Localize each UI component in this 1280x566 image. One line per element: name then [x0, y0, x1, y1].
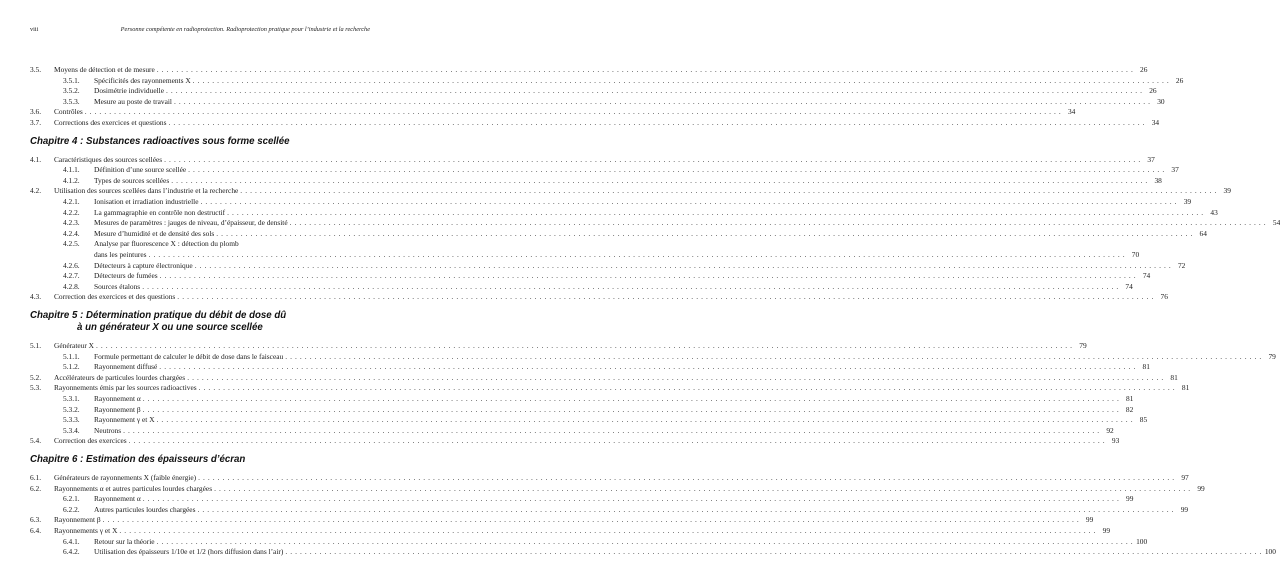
toc-entry-title: Rayonnements émis par les sources radioactives: [54, 383, 197, 393]
chapter-title-line: à un générateur X ou une source scellée: [77, 322, 263, 333]
toc-entry[interactable]: [30, 65, 1148, 75]
toc-entry-title: Types de sources scellées: [94, 175, 170, 185]
toc-entry-number: 3.6.: [30, 107, 42, 117]
toc-entry-number: 3.5.2.: [63, 86, 80, 96]
toc-entry-page: 99: [1126, 494, 1134, 504]
toc-entry-title: Correction des exercices: [54, 436, 127, 446]
toc-entry-page: 99: [1180, 504, 1189, 514]
toc-entry[interactable]: [30, 415, 1148, 425]
toc-entry[interactable]: [30, 494, 1134, 504]
toc-entry[interactable]: [30, 218, 1280, 228]
toc-entry[interactable]: [30, 436, 1120, 446]
dot-leader: . . . . . . . . . . . . . . . . . . . . . . . . . . . . . . . . . . . . . . . . . . . . . . . . . . . . . . . . . . . . . . . . . . . . . . . . . . . . . . . . . . . . . . . . . . . . . . . . . . . . . . . . . . . . . . . . . . . . . . . . . . . . . . . . . . . . . . . . . . . . . . . . . . . . . . . . . . . . . . . . . . . . . . . . . . . . . . . . . . . . . . . . . . . . . . . . . . . . . . . .: [227, 207, 1204, 217]
toc-entry-title: Utilisation des sources scellées dans l’industrie et la recherche: [54, 186, 239, 196]
toc-entry-page: 34: [1067, 107, 1076, 117]
chapter-title-line: Chapitre 6 : Estimation des épaisseurs d’écran: [30, 454, 246, 465]
dot-leader: . . . . . . . . . . . . . . . . . . . . . . . . . . . . . . . . . . . . . . . . . . . . . . . . . . . . . . . . . . . . . . . . . . . . . . . . . . . . . . . . . . . . . . . . . . . . . . . . . . . . . . . . . . . . . . . . . . . . . . . . . . . . . . . . . . . . . . . . . . . . . . . . . . . . . . . . . . . . . . . . . . . . . . . . . . . . . . . . . . . . . . . . . . . . . . . . . . . . . . . .: [173, 96, 1151, 106]
toc-entry-number: 6.2.1.: [63, 494, 80, 504]
dot-leader: . . . . . . . . . . . . . . . . . . . . . . . . . . . . . . . . . . . . . . . . . . . . . . . . . . . . . . . . . . . . . . . . . . . . . . . . . . . . . . . . . . . . . . . . . . . . . . . . . . . . . . . . . . . . . . . . . . . . . . . . . . . . . . . . . . . . . . . . . . . . . . . . . . . . . . . . . . . . . . . . . . . . . . . . . . . . . . . . . . . . . . . . . . . . . . . . . . . . . . . .: [198, 473, 1175, 482]
toc-entry-page: 82: [1125, 404, 1134, 414]
dot-leader: . . . . . . . . . . . . . . . . . . . . . . . . . . . . . . . . . . . . . . . . . . . . . . . . . . . . . . . . . . . . . . . . . . . . . . . . . . . . . . . . . . . . . . . . . . . . . . . . . . . . . . . . . . . . . . . . . . . . . . . . . . . . . . . . . . . . . . . . . . . . . . . . . . . . . . . . . . . . . . . . . . . . . . . . . . . . . . . . . . . . . . . . . . . . . . . . . . . . . . . .: [156, 415, 1134, 425]
dot-leader: . . . . . . . . . . . . . . . . . . . . . . . . . . . . . . . . . . . . . . . . . . . . . . . . . . . . . . . . . . . . . . . . . . . . . . . . . . . . . . . . . . . . . . . . . . . . . . . . . . . . . . . . . . . . . . . . . . . . . . . . . . . . . . . . . . . . . . . . . . . . . . . . . . . . . . . . . . . . . . . . . . . . . . . . . . . . . . . . . . . . . . . . . . . . . . . . . . . . . . . .: [187, 372, 1164, 382]
dot-leader: . . . . . . . . . . . . . . . . . . . . . . . . . . . . . . . . . . . . . . . . . . . . . . . . . . . . . . . . . . . . . . . . . . . . . . . . . . . . . . . . . . . . . . . . . . . . . . . . . . . . . . . . . . . . . . . . . . . . . . . . . . . . . . . . . . . . . . . . . . . . . . . . . . . . . . . . . . . . . . . . . . . . . . . . . . . . . . . . . . . . . . . . . . . . . . . . . . . . . . . .: [142, 494, 1120, 504]
toc-entry-title: Formule permettant de calculer le débit de dose dans le faisceau: [94, 351, 284, 361]
dot-leader: . . . . . . . . . . . . . . . . . . . . . . . . . . . . . . . . . . . . . . . . . . . . . . . . . . . . . . . . . . . . . . . . . . . . . . . . . . . . . . . . . . . . . . . . . . . . . . . . . . . . . . . . . . . . . . . . . . . . . . . . . . . . . . . . . . . . . . . . . . . . . . . . . . . . . . . . . . . . . . . . . . . . . . . . . . . . . . . . . . . . . . . . . . . . . . . . . . . . . . . .: [123, 425, 1100, 435]
toc-entry[interactable]: [30, 404, 1134, 415]
toc-entry[interactable]: [30, 515, 1094, 525]
toc-entry-title: Analyse par fluorescence X : détection du plomb: [94, 239, 239, 249]
toc-entry-page: 43: [1210, 207, 1218, 217]
toc-entry-number: 4.2.2.: [63, 207, 80, 217]
toc-entry-title: Utilisation des épaisseurs 1/10e et 1/2 (hors diffusion dans l’air): [94, 547, 284, 557]
toc-entry-title: Rayonnements γ et X: [54, 526, 118, 535]
dot-leader: . . . . . . . . . . . . . . . . . . . . . . . . . . . . . . . . . . . . . . . . . . . . . . . . . . . . . . . . . . . . . . . . . . . . . . . . . . . . . . . . . . . . . . . . . . . . . . . . . . . . . . . . . . . . . . . . . . . . . . . . . . . . . . . . . . . . . . . . . . . . . . . . . . . . . . . . . . . . . . . . . . . . . . . . . . . . . . . . . . . . . . . . . . . . . . . . . . . . . . . .: [285, 351, 1262, 361]
toc-entry-page: 81: [1142, 362, 1150, 372]
toc-entry-title: Mesure d’humidité et de densité des sols: [94, 228, 215, 238]
toc-entry-page: 85: [1139, 415, 1148, 425]
page-number: viii: [30, 26, 39, 33]
toc-entry-page: 81: [1126, 394, 1134, 403]
dot-leader: . . . . . . . . . . . . . . . . . . . . . . . . . . . . . . . . . . . . . . . . . . . . . . . . . . . . . . . . . . . . . . . . . . . . . . . . . . . . . . . . . . . . . . . . . . . . . . . . . . . . . . . . . . . . . . . . . . . . . . . . . . . . . . . . . . . . . . . . . . . . . . . . . . . . . . . . . . . . . . . . . . . . . . . . . . . . . . . . . . . . . . . . . . . . . . . . . . . . . . . .: [216, 228, 1193, 238]
toc-entry-title: Accélérateurs de particules lourdes chargées: [54, 372, 186, 382]
chapter-title-line: Chapitre 4 : Substances radioactives sous forme scellée: [30, 135, 290, 147]
toc-entry-number: 4.1.: [30, 154, 42, 164]
toc-entry[interactable]: [30, 362, 1150, 372]
toc-entry[interactable]: [30, 483, 1205, 494]
toc-entry-title: Détecteurs à capture électronique: [94, 260, 193, 270]
toc-entry-number: 5.1.1.: [63, 351, 80, 361]
toc-entry-title: Dosimétrie individuelle: [94, 86, 164, 96]
toc-entry[interactable]: [30, 239, 368, 249]
toc-entry[interactable]: [30, 473, 1189, 483]
dot-leader: . . . . . . . . . . . . . . . . . . . . . . . . . . . . . . . . . . . . . . . . . . . . . . . . . . . . . . . . . . . . . . . . . . . . . . . . . . . . . . . . . . . . . . . . . . . . . . . . . . . . . . . . . . . . . . . . . . . . . . . . . . . . . . . . . . . . . . . . . . . . . . . . . . . . . . . . . . . . . . . . . . . . . . . . . . . . . . . . . . . . . . . . . . . . . . . . . . . . . . . .: [214, 483, 1191, 493]
toc-entry-title: Correction des exercices et des questions: [54, 292, 176, 302]
toc-entry-number: 6.3.: [30, 515, 42, 525]
dot-leader: . . . . . . . . . . . . . . . . . . . . . . . . . . . . . . . . . . . . . . . . . . . . . . . . . . . . . . . . . . . . . . . . . . . . . . . . . . . . . . . . . . . . . . . . . . . . . . . . . . . . . . . . . . . . . . . . . . . . . . . . . . . . . . . . . . . . . . . . . . . . . . . . . . . . . . . . . . . . . . . . . . . . . . . . . . . . . . . . . . . . . . . . . . . . . . . . . . . . . . . .: [142, 394, 1120, 403]
dot-leader: . . . . . . . . . . . . . . . . . . . . . . . . . . . . . . . . . . . . . . . . . . . . . . . . . . . . . . . . . . . . . . . . . . . . . . . . . . . . . . . . . . . . . . . . . . . . . . . . . . . . . . . . . . . . . . . . . . . . . . . . . . . . . . . . . . . . . . . . . . . . . . . . . . . . . . . . . . . . . . . . . . . . . . . . . . . . . . . . . . . . . . . . . . . . . . . . . . . . . . . .: [198, 383, 1176, 393]
toc-entry[interactable]: [30, 394, 1134, 404]
dot-leader: . . . . . . . . . . . . . . . . . . . . . . . . . . . . . . . . . . . . . . . . . . . . . . . . . . . . . . . . . . . . . . . . . . . . . . . . . . . . . . . . . . . . . . . . . . . . . . . . . . . . . . . . . . . . . . . . . . . . . . . . . . . . . . . . . . . . . . . . . . . . . . . . . . . . . . . . . . . . . . . . . . . . . . . . . . . . . . . . . . . . . . . . . . . . . . . . . . . . . . . .: [171, 175, 1148, 185]
toc-entry-number: 5.3.4.: [63, 425, 80, 435]
dot-leader: . . . . . . . . . . . . . . . . . . . . . . . . . . . . . . . . . . . . . . . . . . . . . . . . . . . . . . . . . . . . . . . . . . . . . . . . . . . . . . . . . . . . . . . . . . . . . . . . . . . . . . . . . . . . . . . . . . . . . . . . . . . . . . . . . . . . . . . . . . . . . . . . . . . . . . . . . . . . . . . . . . . . . . . . . . . . . . . . . . . . . . . . . . . . . . . . . . . . . . . .: [128, 436, 1106, 446]
dot-leader: . . . . . . . . . . . . . . . . . . . . . . . . . . . . . . . . . . . . . . . . . . . . . . . . . . . . . . . . . . . . . . . . . . . . . . . . . . . . . . . . . . . . . . . . . . . . . . . . . . . . . . . . . . . . . . . . . . . . . . . . . . . . . . . . . . . . . . . . . . . . . . . . . . . . . . . . . . . . . . . . . . . . . . . . . . . . . . . . . . . . . . . . . . . . . . . . . . . . . . . .: [200, 197, 1178, 206]
dot-leader: . . . . . . . . . . . . . . . . . . . . . . . . . . . . . . . . . . . . . . . . . . . . . . . . . . . . . . . . . . . . . . . . . . . . . . . . . . . . . . . . . . . . . . . . . . . . . . . . . . . . . . . . . . . . . . . . . . . . . . . . . . . . . . . . . . . . . . . . . . . . . . . . . . . . . . . . . . . . . . . . . . . . . . . . . . . . . . . . . . . . . . . . . . . . . . . . . . . . . . . .: [96, 341, 1073, 350]
dot-leader: . . . . . . . . . . . . . . . . . . . . . . . . . . . . . . . . . . . . . . . . . . . . . . . . . . . . . . . . . . . . . . . . . . . . . . . . . . . . . . . . . . . . . . . . . . . . . . . . . . . . . . . . . . . . . . . . . . . . . . . . . . . . . . . . . . . . . . . . . . . . . . . . . . . . . . . . . . . . . . . . . . . . . . . . . . . . . . . . . . . . . . . . . . . . . . . . . . . . . . . .: [102, 515, 1080, 525]
toc-entry-number: 3.5.: [30, 65, 42, 74]
toc-entry-number: 4.2.1.: [63, 197, 80, 206]
toc-entry[interactable]: [30, 383, 1190, 393]
toc-entry-number: 4.2.7.: [63, 271, 80, 281]
toc-entry-title: Moyens de détection et de mesure: [54, 65, 155, 74]
toc-entry-page: 39: [1223, 186, 1231, 196]
toc-entry-page: 81: [1170, 372, 1178, 382]
toc-entry-page: 30: [1157, 96, 1165, 106]
toc-entry-page: 93: [1111, 436, 1120, 446]
toc-entry[interactable]: [30, 281, 1133, 292]
dot-leader: . . . . . . . . . . . . . . . . . . . . . . . . . . . . . . . . . . . . . . . . . . . . . . . . . . . . . . . . . . . . . . . . . . . . . . . . . . . . . . . . . . . . . . . . . . . . . . . . . . . . . . . . . . . . . . . . . . . . . . . . . . . . . . . . . . . . . . . . . . . . . . . . . . . . . . . . . . . . . . . . . . . . . . . . . . . . . . . . . . . . . . . . . . . . . . . . . . . . . . . .: [177, 292, 1154, 302]
toc-entry[interactable]: [30, 526, 1111, 536]
toc-entry-page: 34: [1151, 118, 1160, 127]
toc-entry-title: Corrections des exercices et questions: [54, 118, 167, 127]
toc-entry-page: 99: [1102, 526, 1111, 535]
toc-entry-number: 4.3.: [30, 292, 42, 302]
toc-entry-number: 5.1.2.: [63, 362, 80, 372]
dot-leader: . . . . . . . . . . . . . . . . . . . . . . . . . . . . . . . . . . . . . . . . . . . . . . . . . . . . . . . . . . . . . . . . . . . . . . . . . . . . . . . . . . . . . . . . . . . . . . . . . . . . . . . . . . . . . . . . . . . . . . . . . . . . . . . . . . . . . . . . . . . . . . . . . . . . . . . . . . . . . . . . . . . . . . . . . . . . . . . . . . . . . . . . . . . . . . . . . . . . . . . .: [142, 281, 1119, 291]
toc-entry-number: 6.1.: [30, 473, 42, 482]
toc-entry-title: Mesure au poste de travail: [94, 96, 172, 106]
toc-entry[interactable]: [30, 504, 1189, 515]
toc-entry-title: Rayonnement α: [94, 394, 141, 403]
toc-entry-page: 100: [1264, 547, 1276, 557]
toc-entry[interactable]: [30, 228, 1207, 239]
toc-entry[interactable]: [30, 165, 1179, 175]
chapter-heading: [30, 454, 370, 466]
toc-entry-title: Autres particules lourdes chargées: [94, 504, 196, 514]
toc-entry[interactable]: [30, 547, 1276, 557]
toc-entry[interactable]: [30, 351, 1276, 362]
toc-entry-title: Sources étalons: [94, 281, 141, 291]
toc-entry-number: 4.2.4.: [63, 228, 80, 238]
toc-entry-page: 76: [1160, 292, 1168, 302]
toc-entry-page: 100: [1136, 536, 1148, 546]
dot-leader: . . . . . . . . . . . . . . . . . . . . . . . . . . . . . . . . . . . . . . . . . . . . . . . . . . . . . . . . . . . . . . . . . . . . . . . . . . . . . . . . . . . . . . . . . . . . . . . . . . . . . . . . . . . . . . . . . . . . . . . . . . . . . . . . . . . . . . . . . . . . . . . . . . . . . . . . . . . . . . . . . . . . . . . . . . . . . . . . . . . . . . . . . . . . . . . . . . . . . . . .: [142, 404, 1120, 414]
toc-entry-title: dans les peintures: [94, 250, 147, 259]
toc-entry-page: 72: [1177, 260, 1186, 270]
toc-entry[interactable]: [30, 154, 1155, 165]
dot-leader: . . . . . . . . . . . . . . . . . . . . . . . . . . . . . . . . . . . . . . . . . . . . . . . . . . . . . . . . . . . . . . . . . . . . . . . . . . . . . . . . . . . . . . . . . . . . . . . . . . . . . . . . . . . . . . . . . . . . . . . . . . . . . . . . . . . . . . . . . . . . . . . . . . . . . . . . . . . . . . . . . . . . . . . . . . . . . . . . . . . . . . . . . . . . . . . . . . . . . . . .: [166, 86, 1143, 96]
toc-entry[interactable]: [30, 536, 1148, 547]
toc-entry-page: 74: [1142, 271, 1151, 281]
toc-entry-title: Contrôles: [54, 107, 83, 117]
toc-entry-number: 4.2.: [30, 186, 42, 196]
dot-leader: . . . . . . . . . . . . . . . . . . . . . . . . . . . . . . . . . . . . . . . . . . . . . . . . . . . . . . . . . . . . . . . . . . . . . . . . . . . . . . . . . . . . . . . . . . . . . . . . . . . . . . . . . . . . . . . . . . . . . . . . . . . . . . . . . . . . . . . . . . . . . . . . . . . . . . . . . . . . . . . . . . . . . . . . . . . . . . . . . . . . . . . . . . . . . . . . . . . . . . . .: [289, 218, 1267, 228]
toc-entry-title: Spécificités des rayonnements X: [94, 75, 191, 85]
toc-entry-page: 99: [1197, 483, 1205, 493]
toc-entry[interactable]: [30, 175, 1162, 186]
toc-entry-title: Mesures de paramètres : jauges de niveau, d’épaisseur, de densité: [94, 218, 288, 228]
toc-entry[interactable]: [30, 107, 1076, 117]
toc-entry-page: 64: [1199, 228, 1207, 238]
toc-entry[interactable]: [30, 425, 1114, 436]
dot-leader: . . . . . . . . . . . . . . . . . . . . . . . . . . . . . . . . . . . . . . . . . . . . . . . . . . . . . . . . . . . . . . . . . . . . . . . . . . . . . . . . . . . . . . . . . . . . . . . . . . . . . . . . . . . . . . . . . . . . . . . . . . . . . . . . . . . . . . . . . . . . . . . . . . . . . . . . . . . . . . . . . . . . . . . . . . . . . . . . . . . . . . . . . . . . . . . . . . . . . . . .: [159, 362, 1136, 372]
dot-leader: . . . . . . . . . . . . . . . . . . . . . . . . . . . . . . . . . . . . . . . . . . . . . . . . . . . . . . . . . . . . . . . . . . . . . . . . . . . . . . . . . . . . . . . . . . . . . . . . . . . . . . . . . . . . . . . . . . . . . . . . . . . . . . . . . . . . . . . . . . . . . . . . . . . . . . . . . . . . . . . . . . . . . . . . . . . . . . . . . . . . . . . . . . . . . . . . . . . . . . . .: [156, 536, 1134, 546]
toc-entry-number: 4.2.6.: [63, 260, 80, 270]
dot-leader: . . . . . . . . . . . . . . . . . . . . . . . . . . . . . . . . . . . . . . . . . . . . . . . . . . . . . . . . . . . . . . . . . . . . . . . . . . . . . . . . . . . . . . . . . . . . . . . . . . . . . . . . . . . . . . . . . . . . . . . . . . . . . . . . . . . . . . . . . . . . . . . . . . . . . . . . . . . . . . . . . . . . . . . . . . . . . . . . . . . . . . . . . . . . . . . . . . . . . . . .: [188, 165, 1165, 175]
toc-entry-title: Neutrons: [94, 425, 122, 435]
toc-entry-title: Rayonnement β: [54, 515, 101, 525]
dot-leader: . . . . . . . . . . . . . . . . . . . . . . . . . . . . . . . . . . . . . . . . . . . . . . . . . . . . . . . . . . . . . . . . . . . . . . . . . . . . . . . . . . . . . . . . . . . . . . . . . . . . . . . . . . . . . . . . . . . . . . . . . . . . . . . . . . . . . . . . . . . . . . . . . . . . . . . . . . . . . . . . . . . . . . . . . . . . . . . . . . . . . . . . . . . . . . . . . . . . . . . .: [194, 260, 1172, 270]
toc-entry[interactable]: [30, 96, 1165, 107]
toc-entry-page: 70: [1131, 250, 1140, 259]
toc-entry-number: 5.3.1.: [63, 394, 80, 403]
toc-entry-number: 5.3.: [30, 383, 42, 393]
dot-leader: . . . . . . . . . . . . . . . . . . . . . . . . . . . . . . . . . . . . . . . . . . . . . . . . . . . . . . . . . . . . . . . . . . . . . . . . . . . . . . . . . . . . . . . . . . . . . . . . . . . . . . . . . . . . . . . . . . . . . . . . . . . . . . . . . . . . . . . . . . . . . . . . . . . . . . . . . . . . . . . . . . . . . . . . . . . . . . . . . . . . . . . . . . . . . . . . . . . . . . . .: [119, 526, 1097, 535]
toc-entry-number: 4.2.5.: [63, 239, 80, 249]
toc-entry-page: 99: [1085, 515, 1094, 525]
toc-entry-title: Rayonnements α et autres particules lourdes chargées: [54, 483, 213, 493]
toc-entry-page: 26: [1175, 75, 1184, 85]
toc-entry-number: 6.4.: [30, 526, 42, 535]
chapter-title-line: Chapitre 5 : Détermination pratique du débit de dose dû: [30, 310, 287, 321]
toc-entry-title: Retour sur la théorie: [94, 536, 155, 546]
dot-leader: . . . . . . . . . . . . . . . . . . . . . . . . . . . . . . . . . . . . . . . . . . . . . . . . . . . . . . . . . . . . . . . . . . . . . . . . . . . . . . . . . . . . . . . . . . . . . . . . . . . . . . . . . . . . . . . . . . . . . . . . . . . . . . . . . . . . . . . . . . . . . . . . . . . . . . . . . . . . . . . . . . . . . . . . . . . . . . . . . . . . . . . . . . . . . . . . . . . . . . . .: [168, 118, 1146, 127]
toc-entry-number: 4.1.1.: [63, 165, 80, 175]
toc-entry-page: 81: [1181, 383, 1190, 393]
toc-entry-page: 37: [1171, 165, 1179, 175]
toc-entry-page: 26: [1149, 86, 1157, 96]
toc-entry-number: 6.2.2.: [63, 504, 80, 514]
toc-entry-page: 92: [1106, 425, 1114, 435]
running-head: [30, 24, 370, 36]
toc-entry-number: 4.2.3.: [63, 218, 80, 228]
toc-entry[interactable]: [30, 250, 1140, 260]
toc-entry-page: 74: [1125, 281, 1133, 291]
toc-entry[interactable]: [30, 86, 1157, 96]
toc-entry[interactable]: [30, 271, 1151, 281]
toc-entry-page: 79: [1268, 351, 1276, 361]
toc-entry-number: 4.2.8.: [63, 281, 80, 291]
toc-entry-number: 5.2.: [30, 372, 42, 382]
toc-entry-title: Rayonnement β: [94, 404, 141, 414]
toc-entry-title: Détecteurs de fumées: [94, 271, 158, 281]
toc-entry-title: Générateurs de rayonnements X (faible énergie): [54, 473, 197, 482]
toc-entry-title: Générateur X: [54, 341, 95, 350]
toc-entry[interactable]: [30, 341, 1087, 351]
toc-entry-page: 54: [1272, 218, 1280, 228]
toc-entry-title: Rayonnement α: [94, 494, 141, 504]
chapter-heading: [30, 310, 370, 334]
dot-leader: . . . . . . . . . . . . . . . . . . . . . . . . . . . . . . . . . . . . . . . . . . . . . . . . . . . . . . . . . . . . . . . . . . . . . . . . . . . . . . . . . . . . . . . . . . . . . . . . . . . . . . . . . . . . . . . . . . . . . . . . . . . . . . . . . . . . . . . . . . . . . . . . . . . . . . . . . . . . . . . . . . . . . . . . . . . . . . . . . . . . . . . . . . . . . . . . . . . . . . . .: [164, 154, 1141, 164]
chapter-heading: [30, 136, 370, 148]
toc-entry-number: 3.7.: [30, 118, 42, 127]
dot-leader: . . . . . . . . . . . . . . . . . . . . . . . . . . . . . . . . . . . . . . . . . . . . . . . . . . . . . . . . . . . . . . . . . . . . . . . . . . . . . . . . . . . . . . . . . . . . . . . . . . . . . . . . . . . . . . . . . . . . . . . . . . . . . . . . . . . . . . . . . . . . . . . . . . . . . . . . . . . . . . . . . . . . . . . . . . . . . . . . . . . . . . . . . . . . . . . . . . . . . . . .: [156, 65, 1134, 74]
toc-entry[interactable]: [30, 118, 1160, 128]
toc-entry[interactable]: [30, 186, 1231, 196]
toc-entry-title: La gammagraphie en contrôle non destructif: [94, 207, 226, 217]
toc-entry[interactable]: [30, 197, 1192, 207]
toc-entry-title: Rayonnement diffusé: [94, 362, 158, 372]
toc-entry-page: 26: [1140, 65, 1148, 74]
toc-entry-number: 3.5.3.: [63, 96, 80, 106]
running-title: Personne compétente en radioprotection. Radioprotection pratique pour l’industrie et la recherche: [120, 26, 370, 33]
dot-leader: . . . . . . . . . . . . . . . . . . . . . . . . . . . . . . . . . . . . . . . . . . . . . . . . . . . . . . . . . . . . . . . . . . . . . . . . . . . . . . . . . . . . . . . . . . . . . . . . . . . . . . . . . . . . . . . . . . . . . . . . . . . . . . . . . . . . . . . . . . . . . . . . . . . . . . . . . . . . . . . . . . . . . . . . . . . . . . . . . . . . . . . . . . . . . . . . . . . . . . . .: [84, 107, 1062, 117]
toc-entry-number: 4.1.2.: [63, 175, 80, 185]
toc-entry[interactable]: [30, 292, 1168, 302]
toc-entry-number: 6.4.2.: [63, 547, 80, 557]
dot-leader: . . . . . . . . . . . . . . . . . . . . . . . . . . . . . . . . . . . . . . . . . . . . . . . . . . . . . . . . . . . . . . . . . . . . . . . . . . . . . . . . . . . . . . . . . . . . . . . . . . . . . . . . . . . . . . . . . . . . . . . . . . . . . . . . . . . . . . . . . . . . . . . . . . . . . . . . . . . . . . . . . . . . . . . . . . . . . . . . . . . . . . . . . . . . . . . . . . . . . . . .: [285, 547, 1262, 557]
dot-leader: . . . . . . . . . . . . . . . . . . . . . . . . . . . . . . . . . . . . . . . . . . . . . . . . . . . . . . . . . . . . . . . . . . . . . . . . . . . . . . . . . . . . . . . . . . . . . . . . . . . . . . . . . . . . . . . . . . . . . . . . . . . . . . . . . . . . . . . . . . . . . . . . . . . . . . . . . . . . . . . . . . . . . . . . . . . . . . . . . . . . . . . . . . . . . . . . . . . . . . . .: [197, 504, 1175, 514]
toc-entry-number: 6.4.1.: [63, 536, 80, 546]
toc-entry-number: 5.4.: [30, 436, 42, 446]
toc-entry-page: 39: [1183, 197, 1192, 206]
toc-entry-page: 79: [1079, 341, 1087, 350]
toc-entry-page: 38: [1154, 175, 1162, 185]
toc-entry-number: 5.1.: [30, 341, 42, 350]
toc-entry-number: 5.3.3.: [63, 415, 80, 425]
toc-entry[interactable]: [30, 372, 1178, 383]
toc-entry-number: 5.3.2.: [63, 404, 80, 414]
toc-entry-title: Définition d’une source scellée: [94, 165, 187, 175]
toc-entry[interactable]: [30, 260, 1186, 271]
toc-entry[interactable]: [30, 207, 1218, 218]
dot-leader: . . . . . . . . . . . . . . . . . . . . . . . . . . . . . . . . . . . . . . . . . . . . . . . . . . . . . . . . . . . . . . . . . . . . . . . . . . . . . . . . . . . . . . . . . . . . . . . . . . . . . . . . . . . . . . . . . . . . . . . . . . . . . . . . . . . . . . . . . . . . . . . . . . . . . . . . . . . . . . . . . . . . . . . . . . . . . . . . . . . . . . . . . . . . . . . . . . . . . . . .: [148, 250, 1126, 259]
toc-entry-title: Caractéristiques des sources scellées: [54, 154, 163, 164]
toc-entry-title: Ionisation et irradiation industrielle: [94, 197, 199, 206]
dot-leader: . . . . . . . . . . . . . . . . . . . . . . . . . . . . . . . . . . . . . . . . . . . . . . . . . . . . . . . . . . . . . . . . . . . . . . . . . . . . . . . . . . . . . . . . . . . . . . . . . . . . . . . . . . . . . . . . . . . . . . . . . . . . . . . . . . . . . . . . . . . . . . . . . . . . . . . . . . . . . . . . . . . . . . . . . . . . . . . . . . . . . . . . . . . . . . . . . . . . . . . .: [159, 271, 1137, 281]
toc-entry-page: 37: [1147, 154, 1155, 164]
toc-entry-title: Rayonnement γ et X: [94, 415, 155, 425]
toc-entry-number: 6.2.: [30, 483, 42, 493]
dot-leader: . . . . . . . . . . . . . . . . . . . . . . . . . . . . . . . . . . . . . . . . . . . . . . . . . . . . . . . . . . . . . . . . . . . . . . . . . . . . . . . . . . . . . . . . . . . . . . . . . . . . . . . . . . . . . . . . . . . . . . . . . . . . . . . . . . . . . . . . . . . . . . . . . . . . . . . . . . . . . . . . . . . . . . . . . . . . . . . . . . . . . . . . . . . . . . . . . . . . . . . .: [192, 75, 1170, 85]
toc-entry[interactable]: [30, 75, 1184, 86]
toc-entry-number: 3.5.1.: [63, 75, 80, 85]
dot-leader: . . . . . . . . . . . . . . . . . . . . . . . . . . . . . . . . . . . . . . . . . . . . . . . . . . . . . . . . . . . . . . . . . . . . . . . . . . . . . . . . . . . . . . . . . . . . . . . . . . . . . . . . . . . . . . . . . . . . . . . . . . . . . . . . . . . . . . . . . . . . . . . . . . . . . . . . . . . . . . . . . . . . . . . . . . . . . . . . . . . . . . . . . . . . . . . . . . . . . . . .: [240, 186, 1217, 196]
toc-entry-page: 97: [1181, 473, 1189, 482]
